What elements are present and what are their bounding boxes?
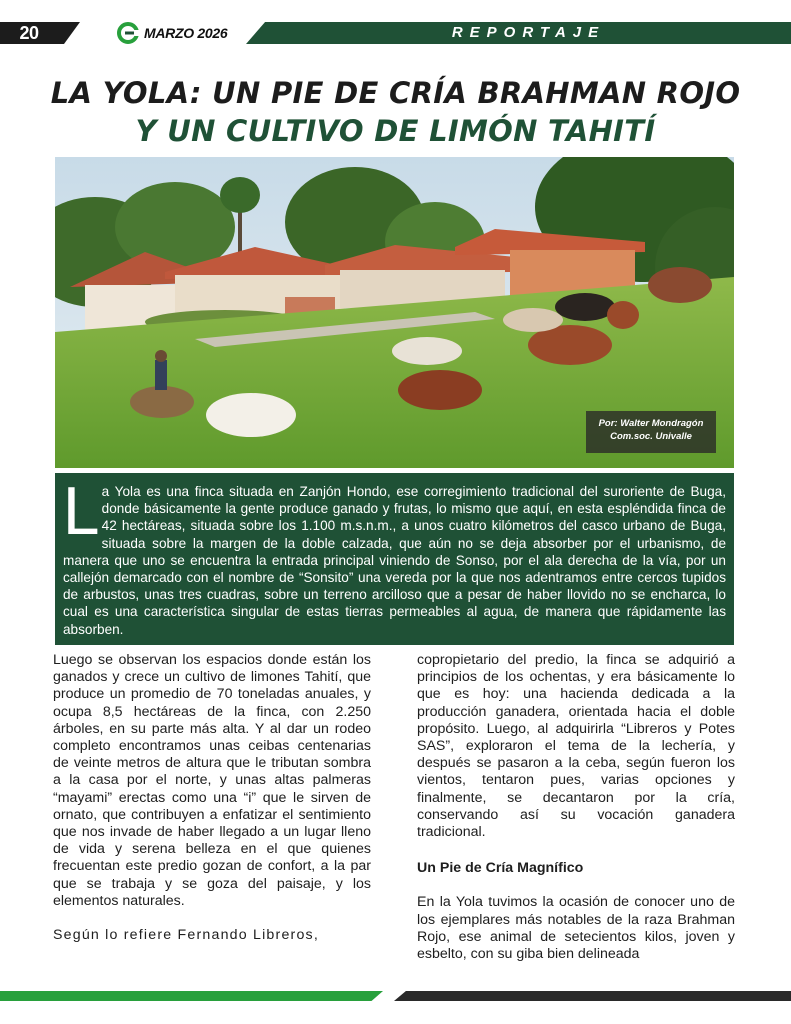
page-number: 20 (19, 23, 39, 43)
photo-credit-affiliation: Com.soc. Univalle (610, 431, 692, 442)
body-column-left (53, 652, 371, 961)
magazine-logo-icon (117, 22, 139, 44)
lede-text: a Yola es una finca situada en Zanjón Hondo, ese corregimiento tradicional del suroriente de Buga, donde básicamente la gente produce ganado y frutas, lo mismo que aquí, en esta espléndida finca de 42 hectáreas, situada sobre los 1.100 m.s.n.m., a unos cuatro kilómetros del casco urbano de Buga, situada sobre la margen de la doble calzada, que aún no se deja absorber por el urbanismo, de manera que uno se encuentra la entrada principal viniendo de Sonso, por el ala derecha de la vía, por un callejón demarcado con el nombre de “Sonsito” una vereda por la que nos adentramos entre cercos tupidos de arbustos, unas tres cuadras, sobre un terreno arcilloso que a pesar de haber llovido no se encharca, lo cual es una característica singular de estas tierras permeables al agua, de manera que rápidamente las absorben. (63, 484, 726, 637)
body-paragraph: Luego se observan los espacios donde están los ganados y crece un cultivo de limones Tahití, que produce un promedio de 70 toneladas anuales, y ocupa 8,5 hectáreas de la finca, con 2.250 árboles, en su parte más alta. Y al dar un rodeo completo encontramos unas ceibas centenarias de veinte metros de altura que le tributan sombra a la casa por el norte, y unas altas palmeras “mayami” erectas como una “i” que le sirven de ornato, que contribuyen a enfatizar el sentimiento que nos invade de haber llegado a un lugar lleno de vida y serena belleza en el que quienes frecuentan este predio gozan de confort, a la par que se trabaja y se goza del paisaje, y los elementos naturales. (53, 652, 371, 909)
photo-credit (586, 411, 716, 453)
footer-bar-dark (394, 991, 791, 1001)
body-paragraph: copropietario del predio, la finca se adquirió a principios de los ochentas, y era básicamente lo que es hoy: una hacienda dedicada a la producción ganadera, orientada hacia el doble propósito. Luego, al adquirirla “Libreros y Potes SAS”, exploraron el tema de la lechería, y después se pasaron a la ceba, según fueron los vientos, tentaron pues, varias opciones y finalmente, se decantaron por la cría, conservando así su vocación ganadera tradicional. (417, 652, 735, 841)
body-column-right (417, 652, 735, 980)
article-title-line-2: Y UN CULTIVO DE LIMÓN TAHITÍ (135, 114, 656, 148)
farm-photo (55, 157, 734, 468)
footer-bar-green (0, 991, 383, 1001)
body-paragraph: En la Yola tuvimos la ocasión de conocer uno de los ejemplares más notables de la raza Brahman Rojo, ese animal de setecientos kilos, joven y esbelto, con su giba bien delineada (417, 894, 735, 963)
section-label: REPORTAJE (451, 24, 606, 41)
subheading: Un Pie de Cría Magnífico (417, 860, 584, 877)
body-paragraph: Según lo refiere Fernando Libreros, (53, 927, 319, 944)
issue-date: MARZO 2026 (144, 25, 228, 41)
article-title-line-1: LA YOLA: UN PIE DE CRÍA BRAHMAN ROJO (50, 76, 741, 110)
photo-credit-author: Por: Walter Mondragón (598, 418, 704, 429)
page-header (0, 0, 791, 46)
lede-box (55, 473, 734, 645)
drop-cap: L (62, 476, 98, 550)
